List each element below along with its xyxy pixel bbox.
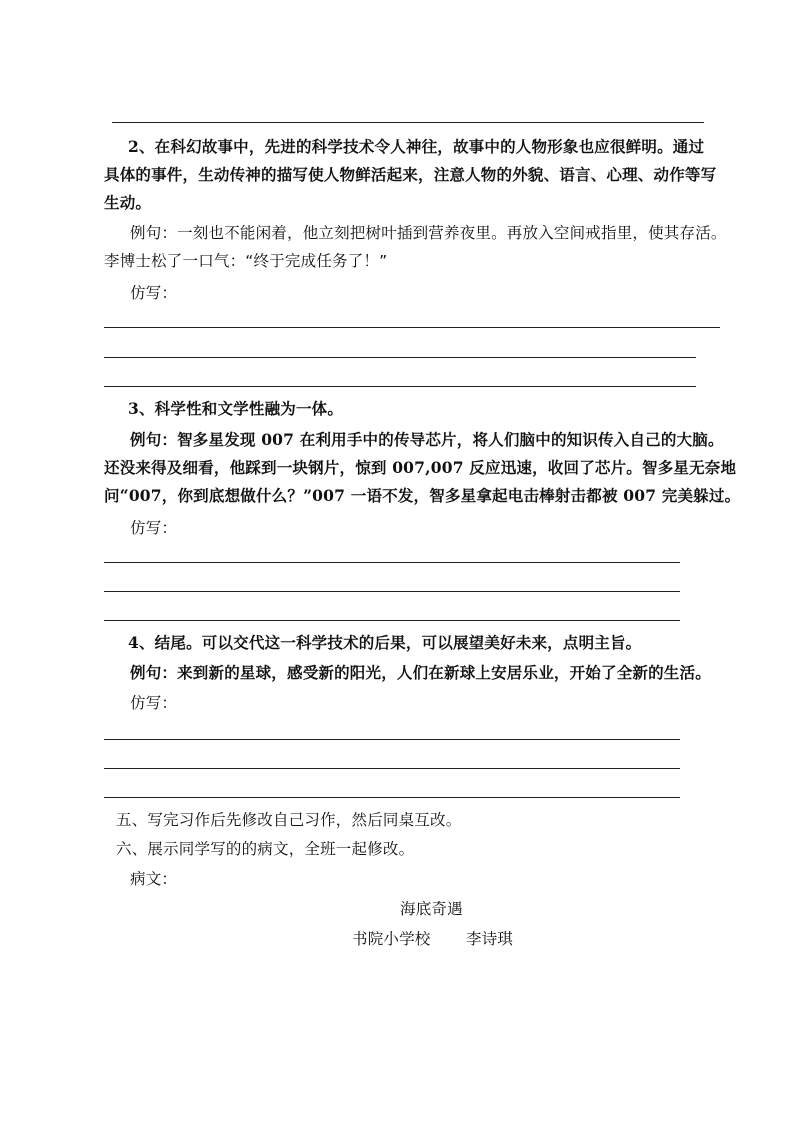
- essay-title: 海底奇遇: [400, 900, 463, 918]
- section4-writing-line-3[interactable]: [104, 797, 680, 798]
- section3-example-line-2: 还没来得及细看，他踩到一块钢片，惊到 007,007 反应迅速，收回了芯片。智多星无奈地: [104, 458, 737, 477]
- section2-writing-line-2[interactable]: [104, 357, 696, 358]
- section3-example-line-3: 问“007，你到底想做什么？”007 一语不发，智多星拿起电击棒射击都被 007 完美躲过。: [104, 486, 741, 505]
- section2-example-line-2: 李博士松了一口气：“终于完成任务了！”: [104, 252, 388, 270]
- section2-example-line-1: 例句：一刻也不能闲着，他立刻把树叶插到营养夜里。再放入空间戒指里，使其存活。: [130, 224, 727, 242]
- section4-writing-line-1[interactable]: [104, 739, 680, 740]
- section4-writing-line-2[interactable]: [104, 768, 680, 769]
- section3-example-line-1: 例句：智多星发现 007 在利用手中的传导芯片，将人们脑中的知识传入自己的大脑。: [130, 430, 724, 449]
- section2-heading-line-1: 2、在科幻故事中，先进的科学技术令人神往，故事中的人物形象也应很鲜明。通过: [128, 137, 705, 156]
- section2-heading-line-2: 具体的事件，生动传神的描写使人物鲜活起来，注意人物的外貌、语言、心理、动作等写: [104, 165, 717, 184]
- section3-writing-line-2[interactable]: [104, 591, 680, 592]
- section3-writing-line-1[interactable]: [104, 562, 680, 563]
- sick-text-label: 病文：: [130, 870, 178, 888]
- step-six: 六、展示同学写的的病文，全班一起修改。: [116, 840, 415, 858]
- step-five: 五、写完习作后先修改自己习作，然后同桌互改。: [116, 811, 462, 829]
- section4-example: 例句：来到新的星球，感受新的阳光，人们在新球上安居乐业，开始了全新的生活。: [130, 663, 711, 682]
- section4-heading: 4、结尾。可以交代这一科学技术的后果，可以展望美好未来，点明主旨。: [128, 633, 642, 652]
- section2-writing-line-1[interactable]: [104, 327, 720, 328]
- section3-imitate-label: 仿写：: [130, 519, 178, 537]
- section3-heading: 3、科学性和文学性融为一体。: [128, 399, 344, 418]
- section2-heading-line-3: 生动。: [104, 193, 152, 212]
- section2-imitate-label: 仿写：: [130, 284, 178, 302]
- section4-imitate-label: 仿写：: [130, 694, 178, 712]
- section3-writing-line-3[interactable]: [104, 620, 680, 621]
- section2-writing-line-3[interactable]: [104, 386, 696, 387]
- essay-school: 书院小学校: [352, 930, 431, 948]
- top-divider: [112, 122, 704, 123]
- essay-author: 李诗琪: [466, 930, 514, 948]
